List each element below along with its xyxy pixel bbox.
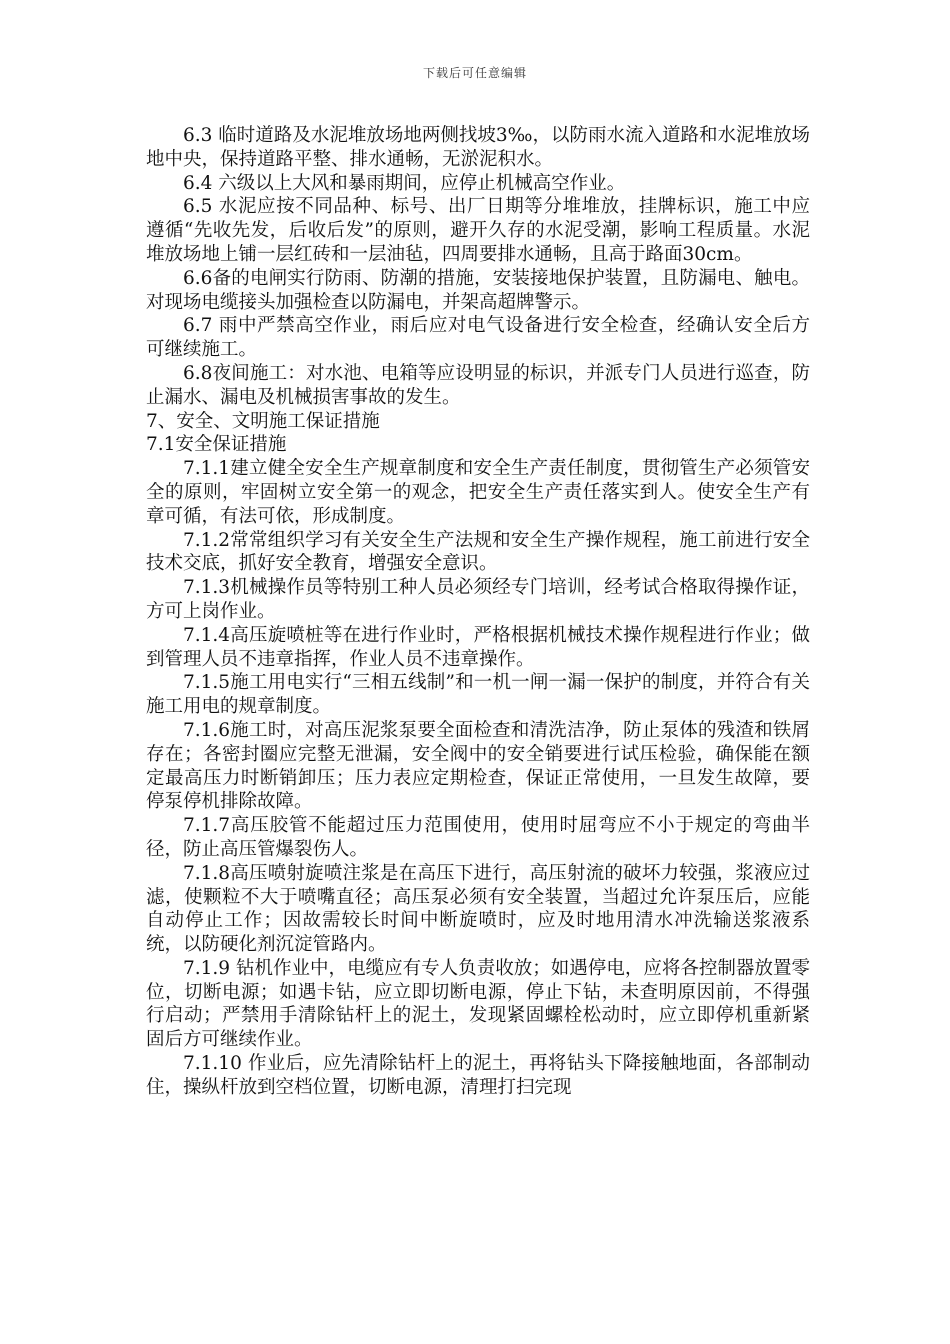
paragraph: 6.3 临时道路及水泥堆放场地两侧找坡3‰，以防雨水流入道路和水泥堆放场地中央，保持道路平整、排水通畅，无淤泥积水。 xyxy=(146,125,810,170)
paragraph: 7.1.1建立健全安全生产规章制度和安全生产责任制度，贯彻管生产必须管安全的原则，牢固树立安全第一的观念，把安全生产责任落实到人。使安全生产有章可循，有法可依，形成制度。 xyxy=(146,458,810,527)
paragraph: 7.1.10 作业后，应先清除钻杆上的泥土，再将钻头下降接触地面，各部制动住，操纵杆放到空档位置，切断电源，清理打扫完现 xyxy=(146,1053,810,1098)
paragraph: 6.6备的电闸实行防雨、防潮的措施，安装接地保护装置，且防漏电、触电。对现场电缆接头加强检查以防漏电，并架高超牌警示。 xyxy=(146,267,810,313)
paragraph: 6.7 雨中严禁高空作业，雨后应对电气设备进行安全检查，经确认安全后方可继续施工。 xyxy=(146,315,810,361)
paragraph: 7.1.8高压喷射旋喷注浆是在高压下进行，高压射流的破坏力较强，浆液应过滤，使颗粒不大于喷嘴直径；高压泵必须有安全装置，当超过允许泵压后，应能自动停止工作；因故需较长时间中断旋喷时，应及时地用清水冲洗输送浆液系统，以防硬化剂沉淀管路内。 xyxy=(146,862,810,956)
paragraph: 7.1.6施工时，对高压泥浆泵要全面检查和清洗洁净，防止泵体的残渣和铁屑存在；各密封圈应完整无泄漏，安全阀中的安全销要进行试压检验，确保能在额定最高压力时断销卸压；压力表应定期检查，保证正常使用，一旦发生故障，要停泵停机排除故障。 xyxy=(146,719,810,813)
subsection-heading: 7.1安全保证措施 xyxy=(146,434,287,456)
document-body xyxy=(146,124,810,1100)
paragraph: 7.1.5施工用电实行“三相五线制”和一机一闸一漏一保护的制度，并符合有关施工用电的规章制度。 xyxy=(146,672,810,718)
paragraph: 7.1.9 钻机作业中，电缆应有专人负责收放；如遇停电，应将各控制器放置零位，切断电源；如遇卡钻，应立即切断电源，停止下钻，未查明原因前，不得强行启动；严禁用手清除钻杆上的泥土，发现紧固螺栓松动时，应立即停机重新紧固后方可继续作业。 xyxy=(146,957,810,1051)
paragraph: 7.1.4高压旋喷桩等在进行作业时，严格根据机械技术操作规程进行作业；做到管理人员不违章指挥，作业人员不违章操作。 xyxy=(146,624,810,670)
paragraph: 6.5 水泥应按不同品种、标号、出厂日期等分堆堆放，挂牌标识，施工中应遵循“先收先发，后收后发”的原则，避开久存的水泥受潮，影响工程质量。水泥堆放场地上铺一层红砖和一层油毡，四周要排水通畅，且高于路面30cm。 xyxy=(146,196,810,265)
paragraph: 6.4 六级以上大风和暴雨期间，应停止机械高空作业。 xyxy=(183,172,626,194)
section-heading: 7、安全、文明施工保证措施 xyxy=(146,410,380,432)
paragraph: 6.8夜间施工：对水池、电箱等应设明显的标识，并派专门人员进行巡查，防止漏水、漏电及机械损害事故的发生。 xyxy=(146,362,810,408)
paragraph: 7.1.2常常组织学习有关安全生产法规和安全生产操作规程，施工前进行安全技术交底，抓好安全教育，增强安全意识。 xyxy=(146,529,810,575)
page-header: 下载后可任意编辑 xyxy=(422,66,527,80)
paragraph: 7.1.7高压胶管不能超过压力范围使用，使用时屈弯应不小于规定的弯曲半径，防止高压管爆裂伤人。 xyxy=(146,815,810,860)
paragraph: 7.1.3机械操作员等特别工种人员必须经专门培训，经考试合格取得操作证，方可上岗作业。 xyxy=(146,577,810,622)
